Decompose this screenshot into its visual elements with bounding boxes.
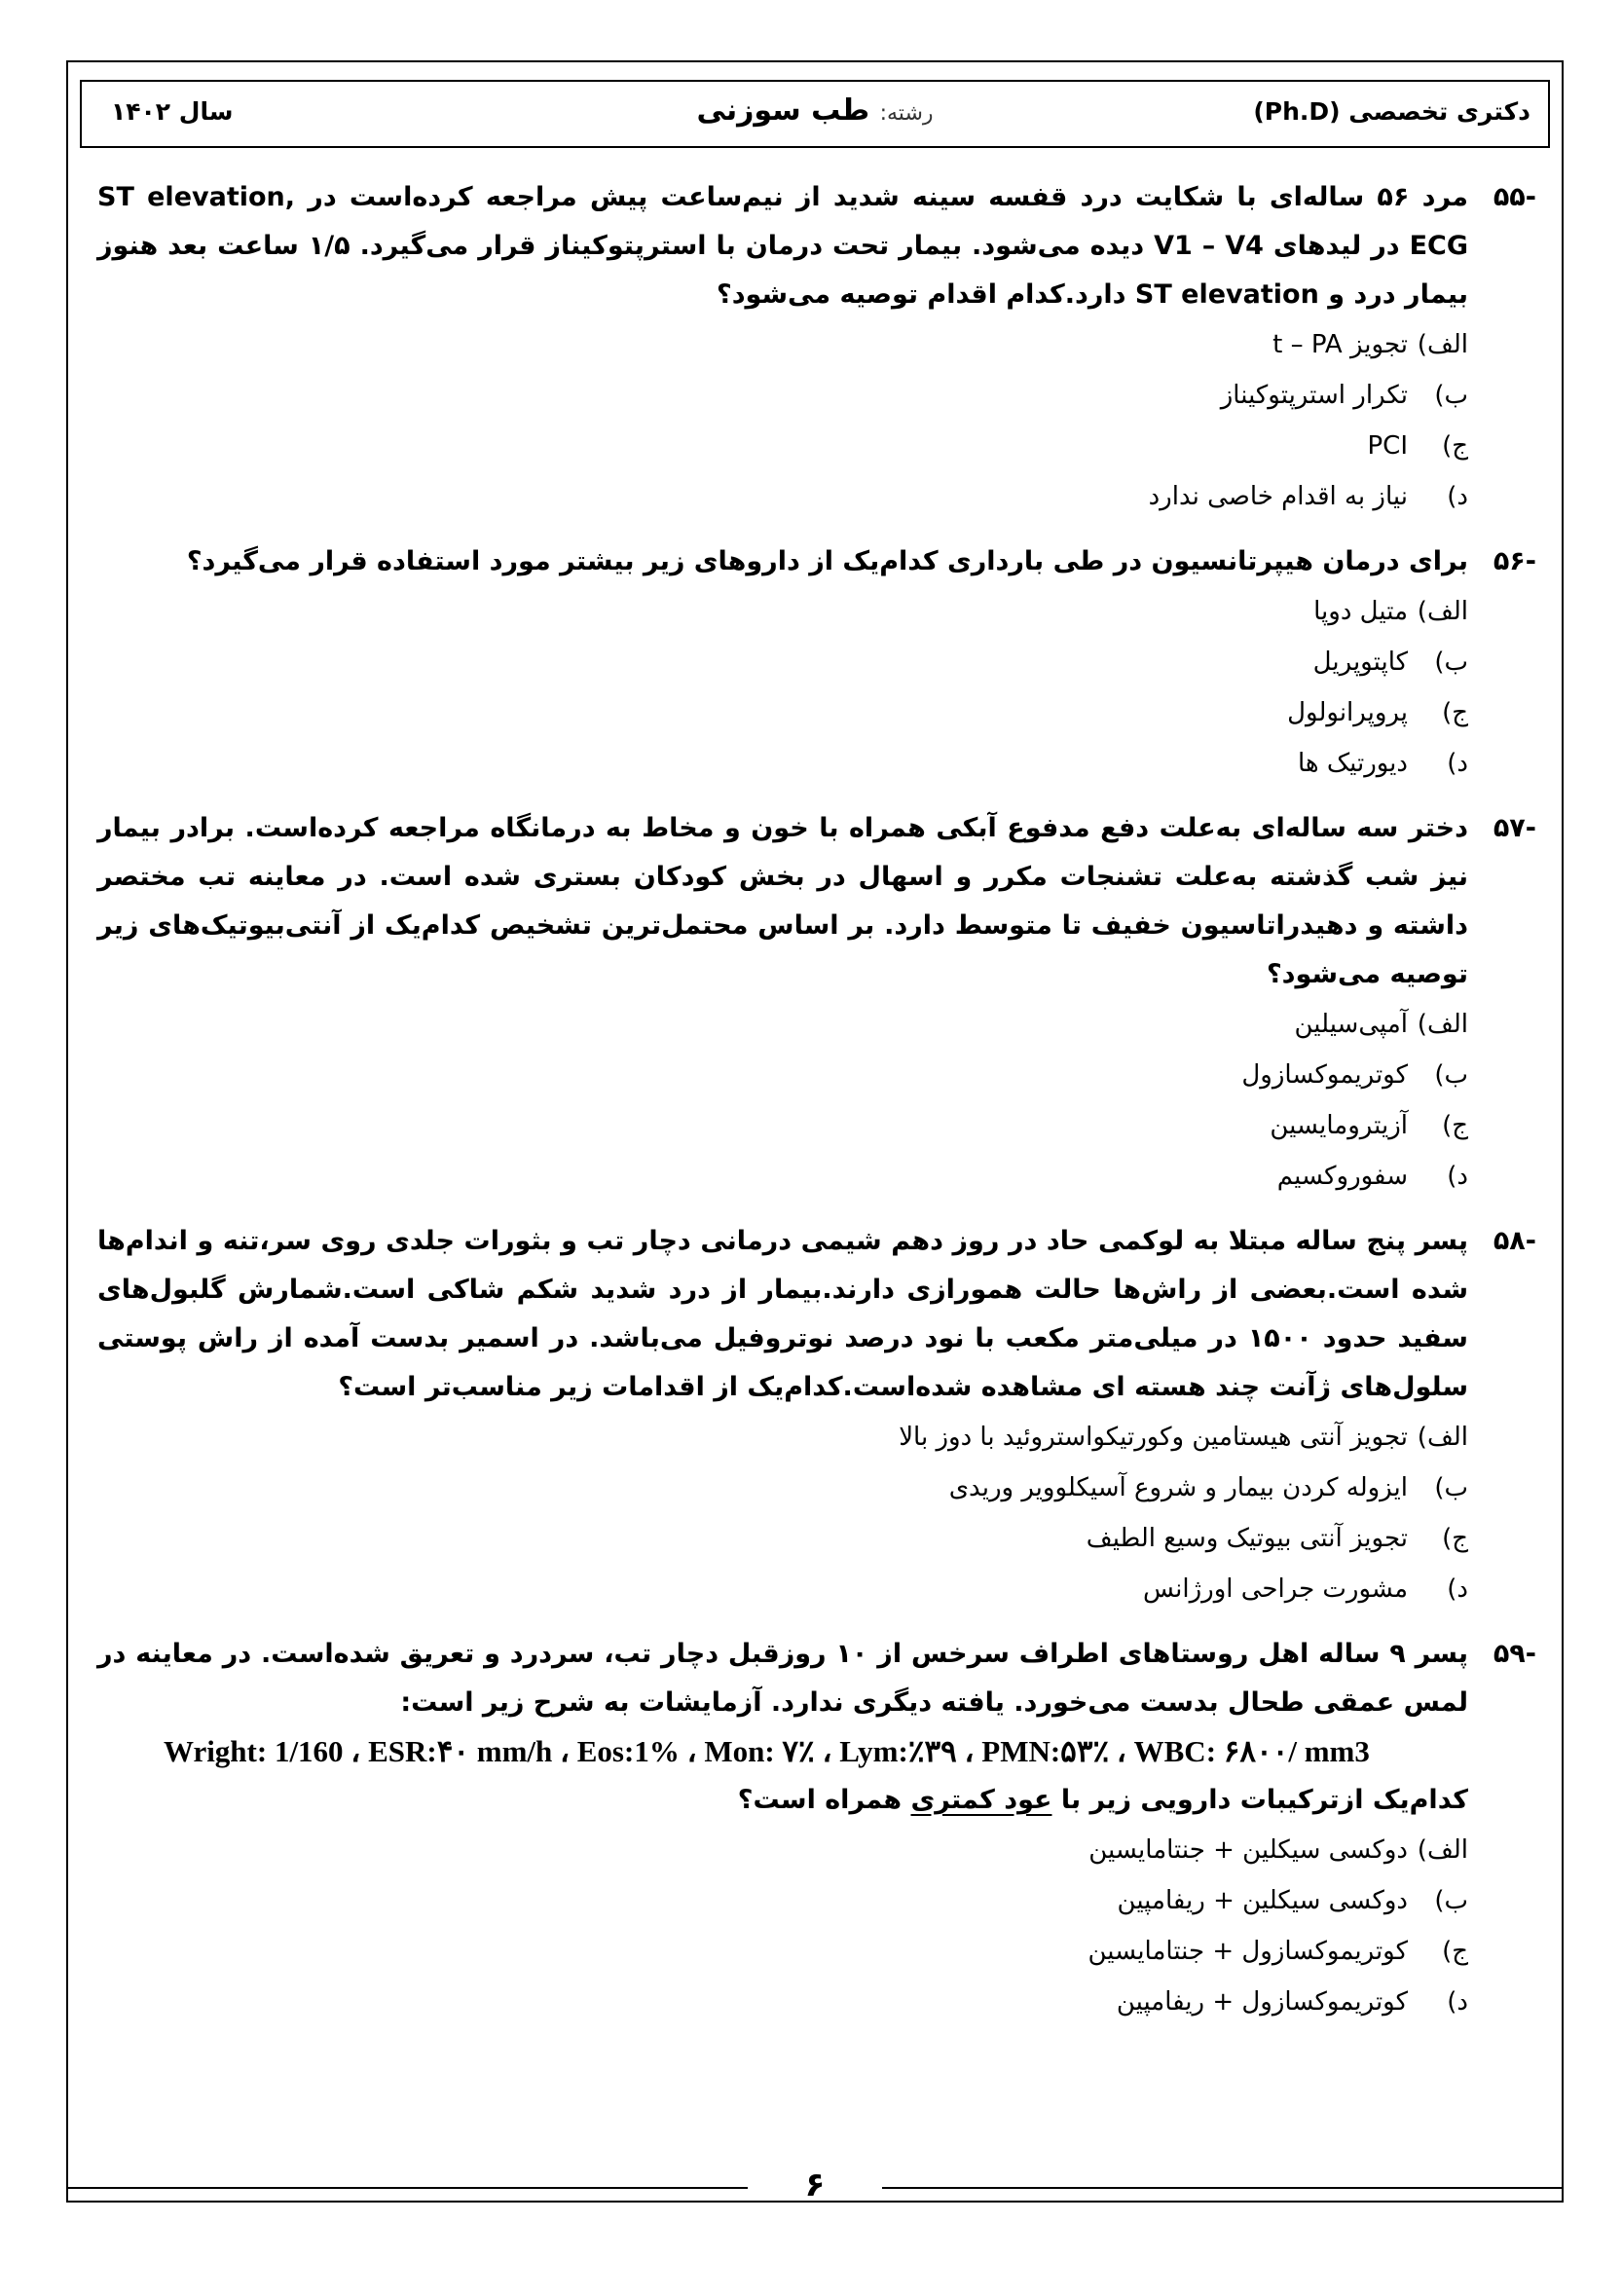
question-number: -۵۸: [1493, 1226, 1536, 1256]
degree-label: دکتری تخصصی (Ph.D): [1253, 97, 1530, 126]
option-letter: د): [1447, 749, 1468, 778]
option-letter: ب): [1434, 1060, 1468, 1090]
option-a[interactable]: [97, 1825, 1468, 1875]
options-list: [97, 1825, 1468, 2027]
option-c[interactable]: [97, 1926, 1468, 1977]
option-c[interactable]: [97, 421, 1468, 471]
option-text: PCI: [1367, 431, 1408, 461]
question-text: پسر پنج ساله مبتلا به لوکمی حاد در روز دهم شیمی درمانی دچار تب و بثورات جلدی روی سر،تنه و اندام‌ها شده است.بعضی از راش‌ها حالت همورازی دارند.بیمار از درد شدید شکم شاکی است.شمارش گلبول‌های سفید حدود ۱۵۰۰ در میلی‌متر مکعب با نود درصد نوتروفیل می‌باشد. در اسمیر بدست آمده از راش پوستی سلول‌های ژآنت چند هسته ای مشاهده شده‌است.کدام‌یک از اقدامات زیر مناسب‌تر است؟: [97, 1226, 1468, 1402]
question-prompt: [97, 1776, 1468, 1825]
question-number: -۵۵: [1493, 182, 1536, 212]
option-letter: الف): [1417, 1010, 1468, 1039]
question-59: [97, 1630, 1536, 2027]
lab-results: Wright: 1/160 ، ESR:۴۰ mm/h ، Eos:1% ، Mon: ۷٪ ، Lym:٪۳۹ ، PMN:۵۳٪ ، WBC: ۶۸۰۰/ mm3: [164, 1734, 1370, 1768]
option-text: سفوروکسیم: [1276, 1162, 1408, 1191]
option-text: آمپی‌سیلین: [1294, 1010, 1408, 1039]
option-letter: ب): [1434, 1886, 1468, 1915]
option-d[interactable]: [97, 738, 1468, 789]
option-letter: ج): [1442, 431, 1468, 461]
option-a[interactable]: [97, 1412, 1468, 1463]
option-a[interactable]: [97, 319, 1468, 370]
page-number: ۶: [804, 2166, 826, 2204]
field-title: [82, 93, 1548, 128]
exam-header: [80, 80, 1550, 148]
option-text: کاپتوپریل: [1312, 648, 1408, 677]
option-text: نیاز به اقدام خاصی ندارد: [1148, 482, 1408, 511]
option-text: مشورت جراحی اورژانس: [1143, 1574, 1408, 1604]
page-footer: [66, 2160, 1564, 2218]
question-text: برای درمان هیپرتانسیون در طی بارداری کدام‌یک از داروهای زیر بیشتر مورد استفاده قرار می‌گیرد؟: [186, 546, 1468, 576]
option-text: تجویز آنتی هیستامین وکورتیکواستروئید با دوز بالا: [899, 1423, 1408, 1452]
option-c[interactable]: [97, 687, 1468, 738]
option-letter: ج): [1442, 1937, 1468, 1966]
option-text: دوکسی سیکلین + ریفامپین: [1117, 1886, 1408, 1915]
option-letter: ج): [1442, 1111, 1468, 1140]
option-text: ایزوله کردن بیمار و شروع آسیکلوویر وریدی: [948, 1473, 1408, 1502]
option-letter: ب): [1434, 381, 1468, 410]
options-list: [97, 586, 1468, 789]
option-letter: د): [1447, 1987, 1468, 2017]
options-list: [97, 999, 1468, 1202]
option-text: پروپرانولول: [1287, 698, 1408, 727]
option-text: متیل دوپا: [1313, 597, 1408, 626]
option-text: تجویز آنتی بیوتیک وسیع الطیف: [1086, 1524, 1408, 1553]
option-letter: ب): [1434, 1473, 1468, 1502]
question-number: -۵۷: [1493, 813, 1536, 843]
option-letter: الف): [1417, 1423, 1468, 1452]
options-list: [97, 319, 1468, 522]
option-text: دیورتیک ها: [1297, 749, 1408, 778]
option-b[interactable]: [97, 637, 1468, 687]
option-letter: د): [1447, 1162, 1468, 1191]
question-number: -۵۹: [1493, 1639, 1536, 1669]
prompt-underlined: عود کمتری: [910, 1785, 1052, 1815]
prompt-after: همراه است؟: [737, 1785, 911, 1815]
option-b[interactable]: [97, 1875, 1468, 1926]
option-d[interactable]: [97, 1564, 1468, 1614]
option-text: تکرار استرپتوکیناز: [1220, 381, 1408, 410]
prompt-before: کدام‌یک ازترکیبات دارویی زیر با: [1051, 1785, 1468, 1815]
question-55: [97, 173, 1536, 522]
footer-rule-right: [882, 2187, 1564, 2189]
option-b[interactable]: [97, 1463, 1468, 1513]
option-letter: د): [1447, 482, 1468, 511]
option-a[interactable]: [97, 586, 1468, 637]
option-letter: الف): [1417, 330, 1468, 359]
option-letter: د): [1447, 1574, 1468, 1604]
question-56: [97, 537, 1536, 789]
option-d[interactable]: [97, 471, 1468, 522]
option-text: کوتریموکسازول + جنتامایسین: [1087, 1937, 1408, 1966]
option-letter: ب): [1434, 648, 1468, 677]
question-57: [97, 804, 1536, 1202]
option-letter: ج): [1442, 698, 1468, 727]
option-d[interactable]: [97, 1977, 1468, 2027]
option-a[interactable]: [97, 999, 1468, 1050]
option-c[interactable]: [97, 1513, 1468, 1564]
option-letter: الف): [1417, 1835, 1468, 1865]
option-d[interactable]: [97, 1151, 1468, 1202]
option-b[interactable]: [97, 1050, 1468, 1100]
option-letter: ج): [1442, 1524, 1468, 1553]
option-text: آزیترومایسین: [1270, 1111, 1408, 1140]
option-text: دوکسی سیکلین + جنتامایسین: [1088, 1835, 1408, 1865]
question-text: پسر ۹ ساله اهل روستاهای اطراف سرخس از ۱۰ روزقبل دچار تب، سردرد و تعریق شده‌است. در معاینه در لمس عمقی طحال بدست می‌خورد. یافته دیگری ندارد. آزمایشات به شرح زیر است:: [97, 1639, 1469, 1718]
option-b[interactable]: [97, 370, 1468, 421]
option-text: کوتریموکسازول: [1241, 1060, 1408, 1090]
field-label: رشته:: [879, 101, 934, 126]
question-number: -۵۶: [1493, 546, 1536, 576]
question-text: دختر سه ساله‌ای به‌علت دفع مدفوع آبکی همراه با خون و مخاط به درمانگاه مراجعه کرده‌است. برادر بیمار نیز شب گذشته به‌علت تشنجات مکرر و اسهال در بخش کودکان بستری شده است. در معاینه تب مختصر داشته و دهیدراتاسیون خفیف تا متوسط دارد. بر اساس محتمل‌ترین تشخیص کدام‌یک از آنتی‌بیوتیک‌های زیر توصیه می‌شود؟: [97, 813, 1468, 989]
option-text: تجویز t – PA: [1272, 330, 1408, 359]
question-text: مرد ۵۶ ساله‌ای با شکایت درد قفسه سینه شدید از نیم‌ساعت پیش مراجعه کرده‌است در ST elevation, ECG در لیدهای V1 – V4 دیده می‌شود. بیمار تحت درمان با استرپتوکیناز قرار می‌گیرد. ۱/۵ ساعت بعد هنوز بیمار درد و ST elevation دارد.کدام اقدام توصیه می‌شود؟: [97, 182, 1468, 310]
exam-year: سال ۱۴۰۲: [111, 97, 234, 126]
option-letter: الف): [1417, 597, 1468, 626]
options-list: [97, 1412, 1468, 1614]
question-58: [97, 1217, 1536, 1614]
option-c[interactable]: [97, 1100, 1468, 1151]
field-name: طب سوزنی: [696, 93, 870, 128]
questions-section: [97, 173, 1536, 2043]
option-text: کوتریموکسازول + ریفامپین: [1116, 1987, 1408, 2017]
